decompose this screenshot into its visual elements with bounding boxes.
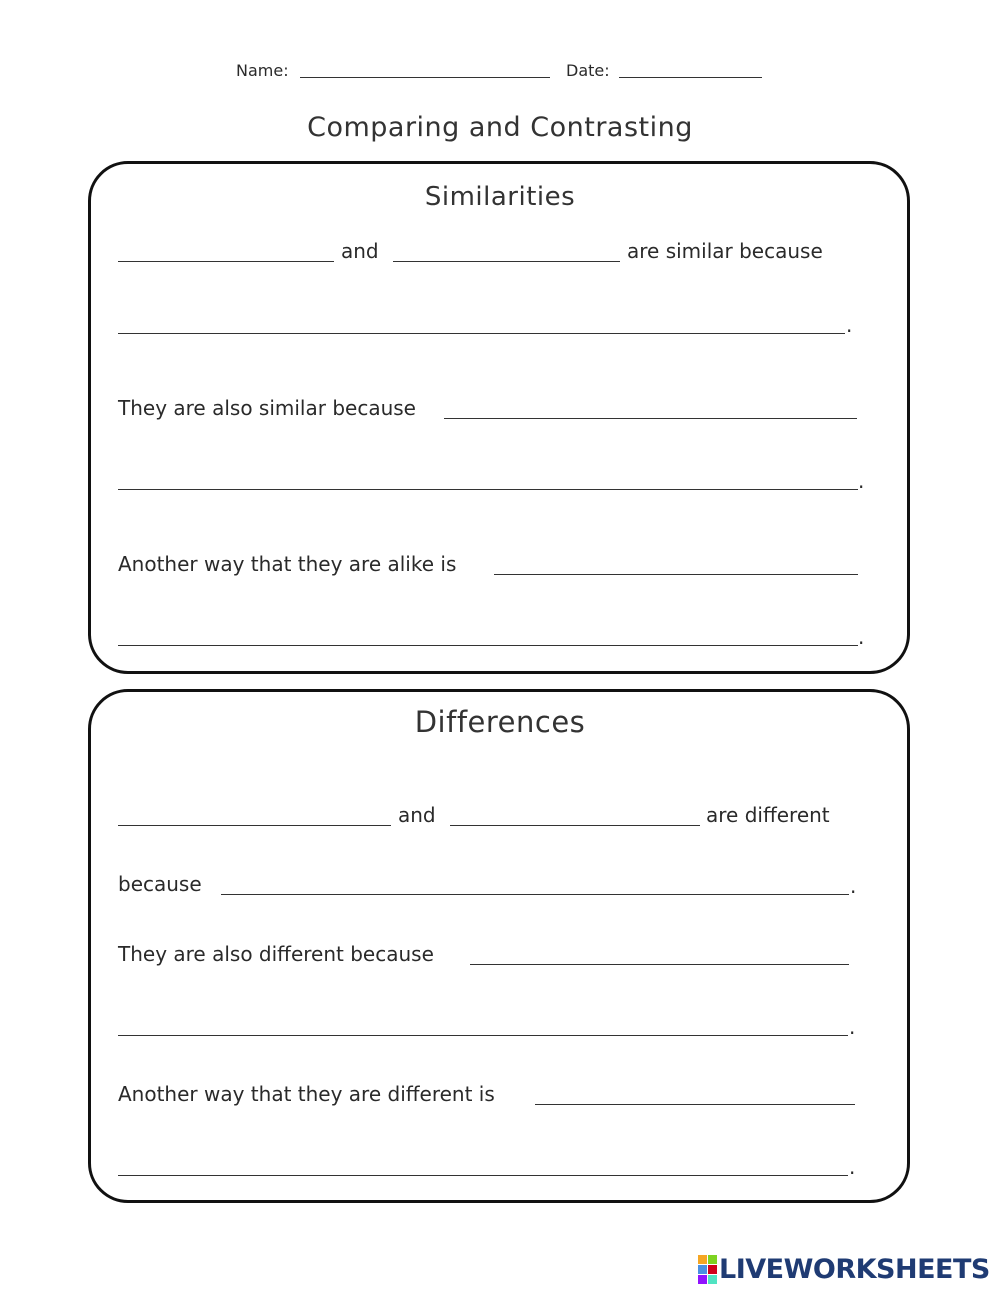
period: . bbox=[858, 625, 865, 649]
period: . bbox=[858, 469, 865, 493]
name-label: Name: bbox=[236, 61, 289, 80]
similar-reason-1-field[interactable] bbox=[118, 333, 845, 334]
period: . bbox=[846, 313, 853, 337]
alike-text: Another way that they are alike is bbox=[118, 552, 457, 576]
different-reason-3a-field[interactable] bbox=[535, 1104, 855, 1105]
liveworksheets-brand-text: LIVEWORKSHEETS bbox=[719, 1253, 990, 1285]
similar-reason-2a-field[interactable] bbox=[444, 418, 857, 419]
different-reason-3b-field[interactable] bbox=[118, 1175, 848, 1176]
name-field[interactable] bbox=[300, 77, 550, 78]
different-item-1-field[interactable] bbox=[118, 825, 391, 826]
logo-block bbox=[698, 1255, 707, 1264]
different-item-2-field[interactable] bbox=[450, 825, 700, 826]
different-and-text: and bbox=[398, 803, 436, 827]
similar-and-text: and bbox=[341, 239, 379, 263]
also-different-text: They are also different because bbox=[118, 942, 434, 966]
date-label: Date: bbox=[566, 61, 610, 80]
logo-block bbox=[708, 1255, 717, 1264]
similar-reason-3b-field[interactable] bbox=[118, 645, 858, 646]
similar-reason-3a-field[interactable] bbox=[494, 574, 858, 575]
are-different-text: are different bbox=[706, 803, 830, 827]
different-reason-2a-field[interactable] bbox=[470, 964, 849, 965]
similar-item-2-field[interactable] bbox=[393, 261, 620, 262]
also-similar-text: They are also similar because bbox=[118, 396, 416, 420]
period: . bbox=[850, 874, 857, 898]
differences-heading: Differences bbox=[414, 705, 586, 739]
similar-item-1-field[interactable] bbox=[118, 261, 334, 262]
logo-block bbox=[708, 1275, 717, 1284]
period: . bbox=[849, 1015, 856, 1039]
liveworksheets-logo-icon bbox=[698, 1255, 717, 1284]
liveworksheets-logo bbox=[698, 1253, 990, 1285]
because-text: because bbox=[118, 872, 202, 896]
logo-block bbox=[708, 1265, 717, 1274]
different-reason-2b-field[interactable] bbox=[118, 1035, 848, 1036]
page-title: Comparing and Contrasting bbox=[307, 112, 693, 143]
similar-reason-2b-field[interactable] bbox=[118, 489, 858, 490]
similar-because-text: are similar because bbox=[627, 239, 823, 263]
similarities-heading: Similarities bbox=[424, 182, 576, 212]
period: . bbox=[849, 1155, 856, 1179]
different-reason-1-field[interactable] bbox=[221, 894, 849, 895]
logo-block bbox=[698, 1275, 707, 1284]
another-different-text: Another way that they are different is bbox=[118, 1082, 495, 1106]
date-field[interactable] bbox=[619, 77, 762, 78]
logo-block bbox=[698, 1265, 707, 1274]
